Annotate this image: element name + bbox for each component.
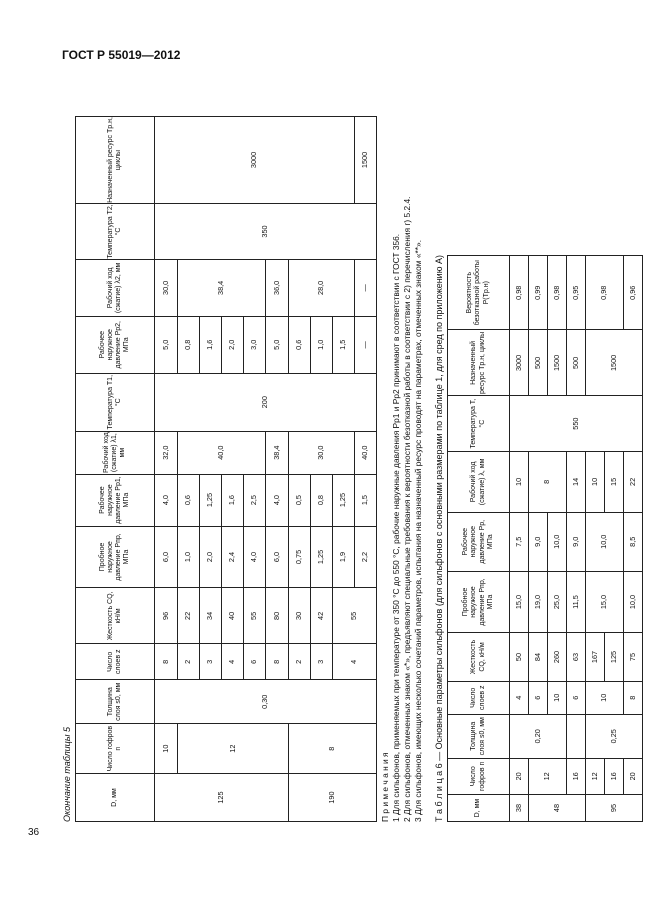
t6-cell-ppr: 11,5	[567, 571, 586, 633]
t5-cell-s: 0,30	[155, 680, 377, 724]
t5-header-cell: Число слоев z	[76, 644, 155, 680]
t5-cell-p1: 4,0	[266, 474, 289, 526]
t5-cell-r: 3000	[155, 117, 355, 204]
table5-block	[62, 116, 424, 822]
t5-cell-ppr: 2,4	[222, 526, 244, 588]
table-row	[155, 117, 178, 822]
t6-cell-s: 0,25	[586, 714, 643, 758]
t6-cell-n: 12	[529, 758, 567, 795]
t6-cell-z: 6	[567, 681, 586, 714]
t6-cell-c: 125	[605, 633, 624, 681]
t5-header-cell: Пробное наружное давление Pпр, МПа	[76, 526, 155, 588]
t6-cell-c: 63	[567, 633, 586, 681]
t6-cell-c: 75	[624, 633, 643, 681]
t6-cell-d: 38	[510, 795, 529, 822]
t6-header-cell: Число слоев z	[448, 681, 510, 714]
t6-header-cell: Вероятность безотказной работы P(Tр.н)	[448, 256, 510, 330]
page-number: 36	[28, 827, 40, 838]
t5-header-cell: Назначенный ресурс Tр.н, циклы	[76, 117, 155, 204]
t5-header-cell: Толщина слоя s0, мм	[76, 680, 155, 724]
t5-cell-ppr: 1,0	[178, 526, 200, 588]
table6-block	[434, 255, 643, 822]
t5-cell-p1: 2,5	[244, 474, 266, 526]
t5-cell-z: 2	[289, 644, 311, 680]
table5	[75, 116, 377, 822]
t6-cell-z: 4	[510, 681, 529, 714]
t5-cell-p2: 2,0	[222, 316, 244, 373]
t5-cell-t2: 350	[155, 203, 377, 259]
t5-cell-ppr: 1,9	[333, 526, 355, 588]
t6-cell-d: 95	[586, 795, 643, 822]
t6-cell-l: 15	[605, 451, 624, 512]
t6-cell-p: 9,0	[567, 512, 586, 571]
t5-cell-p1: 1,6	[222, 474, 244, 526]
t5-cell-z: 2	[178, 644, 200, 680]
t5-cell-c: 34	[200, 588, 222, 644]
t5-header-cell: D, мм	[76, 774, 155, 822]
t6-cell-n: 20	[624, 758, 643, 795]
t6-cell-c: 84	[529, 633, 548, 681]
table-row	[567, 256, 586, 822]
t6-header-cell: Жесткость CQ, кН/м	[448, 633, 510, 681]
table-row	[586, 256, 605, 822]
table6-header-row	[448, 256, 510, 822]
t6-cell-ppr: 10,0	[624, 571, 643, 633]
t6-cell-l: 14	[567, 451, 586, 512]
t5-cell-c: 55	[244, 588, 266, 644]
t5-cell-p1: 1,5	[355, 474, 377, 526]
page-header: ГОСТ Р 55019—2012	[62, 48, 181, 62]
t6-cell-p: 7,5	[510, 512, 529, 571]
table-row	[510, 256, 529, 822]
t6-cell-c: 260	[548, 633, 567, 681]
t6-cell-prob: 0,98	[510, 256, 529, 330]
t6-cell-n: 16	[605, 758, 624, 795]
t5-header-cell: Рабочий ход (сжатие) λ2, мм	[76, 259, 155, 316]
t6-cell-l: 10	[510, 451, 529, 512]
t5-cell-ppr: 2,0	[200, 526, 222, 588]
t6-cell-z: 6	[529, 681, 548, 714]
t5-cell-z: 8	[266, 644, 289, 680]
t6-cell-p: 10,0	[586, 512, 624, 571]
t6-cell-s: 0,20	[510, 714, 567, 758]
t5-header-cell: Жесткость CQ, кН/м	[76, 588, 155, 644]
t6-cell-n: 12	[586, 758, 605, 795]
t5-cell-c: 55	[333, 588, 377, 644]
t5-cell-d: 190	[289, 774, 377, 822]
t6-cell-prob: 0,99	[529, 256, 548, 330]
t5-cell-z: 4	[333, 644, 377, 680]
t6-cell-p: 8,5	[624, 512, 643, 571]
t6-cell-r: 500	[529, 330, 548, 396]
table6	[447, 255, 643, 822]
t5-cell-c: 40	[222, 588, 244, 644]
t5-cell-ppr: 0,75	[289, 526, 311, 588]
t6-cell-ppr: 15,0	[510, 571, 529, 633]
t5-header-cell: Рабочее наружное давление Pр1, МПа	[76, 474, 155, 526]
t6-cell-ppr: 15,0	[586, 571, 624, 633]
t5-cell-p1: 1,25	[200, 474, 222, 526]
t5-cell-p2: 3,0	[244, 316, 266, 373]
t6-cell-ppr: 25,0	[548, 571, 567, 633]
t5-cell-l2: —	[355, 259, 377, 316]
t6-header-cell: Назначенный ресурс Tр.н, циклы	[448, 330, 510, 396]
t6-cell-prob: 0,98	[586, 256, 624, 330]
t5-cell-l2: 28,0	[289, 259, 355, 316]
t5-cell-p2: 0,6	[289, 316, 311, 373]
t6-cell-prob: 0,96	[624, 256, 643, 330]
t5-cell-l1: 40,0	[355, 431, 377, 474]
t6-cell-l: 10	[586, 451, 605, 512]
t6-cell-t: 550	[510, 396, 643, 452]
t6-cell-z: 10	[548, 681, 567, 714]
t5-cell-p1: 0,8	[311, 474, 333, 526]
t6-cell-l: 8	[529, 451, 567, 512]
t6-cell-c: 167	[586, 633, 605, 681]
t5-cell-l2: 36,0	[266, 259, 289, 316]
t5-cell-c: 22	[178, 588, 200, 644]
t5-cell-z: 3	[200, 644, 222, 680]
note-item: 3 Для сильфонов, имеющих несколько сочетаний параметров, испытания на назначенный ресурс проводят на параметрах, отмеченных знаком «**».	[413, 239, 424, 822]
t6-cell-z: 10	[586, 681, 624, 714]
t5-cell-ppr: 6,0	[266, 526, 289, 588]
t6-header-cell: Рабочий ход (сжатие) λ, мм	[448, 451, 510, 512]
t6-cell-n: 16	[567, 758, 586, 795]
t6-cell-l: 22	[624, 451, 643, 512]
t6-header-cell: Пробное наружное давление Pпр, МПа	[448, 571, 510, 633]
t5-cell-l1: 32,0	[155, 431, 178, 474]
t5-cell-p2: 1,0	[311, 316, 333, 373]
table5-notes	[380, 116, 424, 822]
t6-cell-z: 8	[624, 681, 643, 714]
note-item: 1 Для сильфонов, применяемых при температуре от 350 °С до 550 °С, рабочие наружные давления Pр1 и Pр2 принимают в соответствии с ГОСТ 356.	[391, 233, 402, 822]
t6-cell-prob: 0,98	[548, 256, 567, 330]
t5-cell-c: 80	[266, 588, 289, 644]
t6-cell-r: 3000	[510, 330, 529, 396]
t5-cell-p2: 0,8	[178, 316, 200, 373]
t5-cell-l2: 38,4	[178, 259, 266, 316]
t5-cell-c: 30	[289, 588, 311, 644]
t5-cell-d: 125	[155, 774, 289, 822]
t6-header-cell: Рабочее наружное давление Pр, МПа	[448, 512, 510, 571]
t5-cell-p1: 0,6	[178, 474, 200, 526]
table5-header-row	[76, 117, 155, 822]
t5-header-cell: Число гофров n	[76, 724, 155, 774]
t6-cell-d: 48	[529, 795, 586, 822]
t6-cell-ppr: 19,0	[529, 571, 548, 633]
t5-cell-ppr: 4,0	[244, 526, 266, 588]
t6-header-cell: D, мм	[448, 795, 510, 822]
note-item: 2 Для сильфонов, отмеченных знаком «*», предъявляют специальные требования к вероятности безотказной работы в соответствии с 2) перечисления г) 5.2.4.	[402, 196, 413, 822]
t6-cell-s	[567, 714, 586, 758]
t5-cell-p2: 5,0	[155, 316, 178, 373]
t5-cell-z: 4	[222, 644, 244, 680]
t5-cell-r: 1500	[355, 117, 377, 204]
t6-cell-prob: 0,95	[567, 256, 586, 330]
t6-cell-p: 9,0	[529, 512, 548, 571]
t5-cell-z: 6	[244, 644, 266, 680]
t5-header-cell: Температура T1, °С	[76, 373, 155, 431]
notes-title: П р и м е ч а н и я	[380, 752, 390, 822]
t5-header-cell: Рабочий ход (сжатие) λ1, мм	[76, 431, 155, 474]
t5-cell-p1: 4,0	[155, 474, 178, 526]
t5-cell-n: 12	[178, 724, 289, 774]
t5-cell-l2: 30,0	[155, 259, 178, 316]
t5-header-cell: Рабочее наружное давление Pр2, МПа	[76, 316, 155, 373]
t5-cell-z: 3	[311, 644, 333, 680]
t5-cell-z: 8	[155, 644, 178, 680]
t6-cell-r: 1500	[548, 330, 567, 396]
t6-cell-p: 10,0	[548, 512, 567, 571]
t5-cell-t1: 200	[155, 373, 377, 431]
t6-cell-r: 1500	[586, 330, 643, 396]
t5-header-cell: Температура T2, °С	[76, 203, 155, 259]
t6-header-cell: Температура T, °С	[448, 396, 510, 452]
t5-cell-n: 10	[155, 724, 178, 774]
t5-cell-ppr: 2,2	[355, 526, 377, 588]
t5-cell-p2: 1,6	[200, 316, 222, 373]
t6-cell-n: 20	[510, 758, 529, 795]
t5-cell-c: 96	[155, 588, 178, 644]
t5-cell-p1: 0,5	[289, 474, 311, 526]
t5-cell-l1: 30,0	[289, 431, 355, 474]
table6-caption: Т а б л и ц а 6 — Основные параметры сильфонов (для сильфонов с основными размерами по таблице 1, для сред по приложению А)	[434, 255, 444, 822]
t5-cell-n: 8	[289, 724, 377, 774]
t6-cell-c: 50	[510, 633, 529, 681]
table5-caption: Окончание таблицы 5	[62, 727, 72, 822]
t5-cell-l1: 38,4	[266, 431, 289, 474]
t6-header-cell: Число гофров n	[448, 758, 510, 795]
t5-cell-ppr: 6,0	[155, 526, 178, 588]
t5-cell-p2: 1,5	[333, 316, 355, 373]
t5-cell-p2: —	[355, 316, 377, 373]
t5-cell-ppr: 1,25	[311, 526, 333, 588]
t5-cell-p1: 1,25	[333, 474, 355, 526]
t5-cell-p2: 5,0	[266, 316, 289, 373]
t5-cell-c: 42	[311, 588, 333, 644]
t6-cell-r: 500	[567, 330, 586, 396]
t5-cell-l1: 40,0	[178, 431, 266, 474]
t6-header-cell: Толщина слоя s0, мм	[448, 714, 510, 758]
